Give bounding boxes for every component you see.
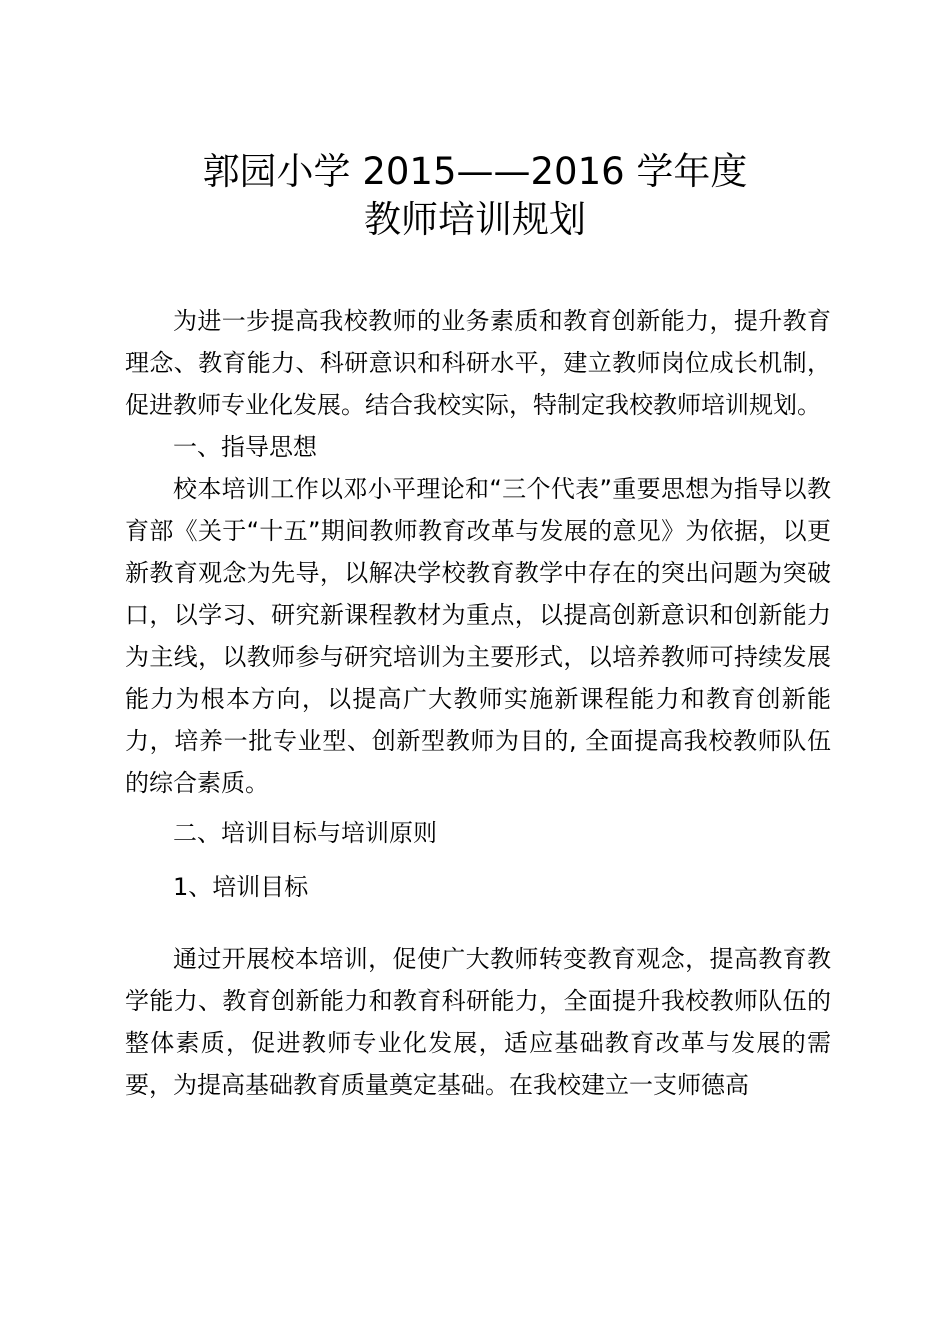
title-line-1: 郭园小学 2015——2016 学年度 (202, 150, 748, 193)
section-heading-training-goals-principles: 二、培训目标与培训原则 (173, 819, 437, 847)
training-goals-paragraph: 通过开展校本培训，促使广大教师转变教育观念，提高教育教学能力、教育创新能力和教育科研能力，全面提升我校教师队伍的整体素质，促进教师专业化发展，适应基础教育改革与发展的需要，为提高基础教育质量奠定基础。在我校建立一支师德高 (125, 945, 831, 1099)
document-body (125, 300, 831, 1106)
intro-paragraph: 为进一步提高我校教师的业务素质和教育创新能力，提升教育理念、教育能力、科研意识和科研水平，建立教师岗位成长机制，促进教师专业化发展。结合我校实际，特制定我校教师培训规划。 (125, 307, 831, 419)
section-heading-guiding-ideology: 一、指导思想 (173, 433, 317, 461)
document-title (0, 148, 950, 244)
subsection-heading-training-goals: 1、培训目标 (173, 873, 309, 901)
guiding-ideology-paragraph: 校本培训工作以邓小平理论和“三个代表”重要思想为指导以教育部《关于“十五”期间教师教育改革与发展的意见》为依据，以更新教育观念为先导，以解决学校教育教学中存在的突出问题为突破口，以学习、研究新课程教材为重点，以提高创新意识和创新能力为主线，以教师参与研究培训为主要形式，以培养教师可持续发展能力为根本方向，以提高广大教师实施新课程能力和教育创新能力，培养一批专业型、创新型教师为目的, 全面提高我校教师队伍的综合素质。 (125, 475, 831, 797)
title-line-2: 教师培训规划 (364, 198, 586, 241)
